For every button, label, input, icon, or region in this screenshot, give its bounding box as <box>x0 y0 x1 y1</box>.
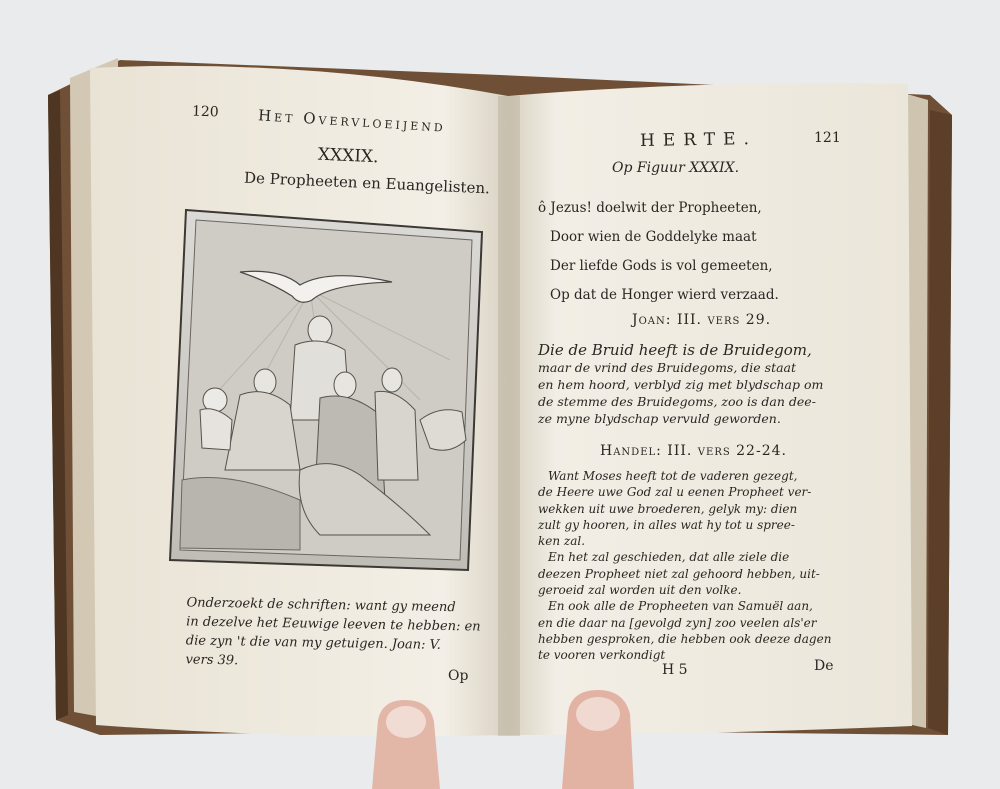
paragraph-line: ken zal. <box>538 534 586 549</box>
paragraph-line: hebben gesproken, die hebben ook deeze dagen <box>538 631 832 646</box>
right-subtitle: Op Figuur XXXIX. <box>612 160 740 176</box>
paragraph-line: en hem hoord, verblyd zig met blydschap om <box>538 377 824 392</box>
left-caption <box>185 593 481 674</box>
poem <box>538 194 779 310</box>
left-running-head: Het Overvloeijend <box>257 106 447 136</box>
paragraph-line: En het zal geschieden, dat alle ziele die <box>548 550 790 565</box>
caption-line: Onderzoekt de schriften: want gy meend <box>186 595 456 616</box>
paragraph-line: Want Moses heeft tot de vaderen gezegt, <box>548 469 798 483</box>
engraving-plate <box>170 210 482 570</box>
reference-2: Handel: III. vers 22-24. <box>600 443 787 459</box>
right-running-head: HERTE. <box>639 128 758 152</box>
right-page-number: 121 <box>814 130 841 146</box>
paragraph-line: En ook alle de Propheeten van Samuël aan, <box>548 599 813 614</box>
paragraph-line: deezen Propheet niet zal gehoord hebben, uit- <box>538 566 820 581</box>
paragraph-line: zult gy hooren, in alles wat hy tot u spree- <box>538 517 795 532</box>
paragraph-2 <box>538 468 831 664</box>
paragraph-line: maar de vrind des Bruidegoms, die staat <box>538 360 797 375</box>
poem-line: Der liefde Gods is vol gemeeten, <box>550 258 773 274</box>
paragraph-line: Die de Bruid heeft is de Bruidegom, <box>538 341 812 359</box>
paragraph-line: geroeid zal worden uit den volke. <box>538 583 742 598</box>
left-catchword: Op <box>448 668 469 684</box>
paragraph-line: de Heere uwe God zal u eenen Propheet ver- <box>538 485 812 500</box>
chapter-number: XXXIX. <box>317 144 379 168</box>
paragraph-line: te vooren verkondigt <box>538 648 666 663</box>
signature-mark: H 5 <box>662 662 688 678</box>
paragraph-line: de stemme des Bruidegoms, zoo is dan dee- <box>538 394 816 409</box>
poem-line: ô Jezus! doelwit der Propheeten, <box>538 200 762 216</box>
right-catchword: De <box>814 658 834 674</box>
paragraph-line: ze myne blydschap vervuld geworden. <box>538 411 781 426</box>
caption-line: die zyn 't die van my getuigen. Joan: V. <box>185 633 441 653</box>
poem-line: Op dat de Honger wierd verzaad. <box>550 287 779 303</box>
paragraph-line: en die daar na [gevolgd zyn] zoo veelen als'er <box>538 615 817 630</box>
paragraph-line: wekken uit uwe broederen, gelyk my: dien <box>538 501 798 516</box>
chapter-title: De Propheeten en Euangelisten. <box>243 168 491 198</box>
caption-line: in dezelve het Eeuwige leeven te hebben: en <box>186 614 481 635</box>
poem-line: Door wien de Goddelyke maat <box>550 229 757 245</box>
caption-line: vers 39. <box>185 652 239 669</box>
left-page-number: 120 <box>191 103 220 121</box>
paragraph-1 <box>538 342 823 427</box>
reference-1: Joan: III. vers 29. <box>632 312 772 328</box>
